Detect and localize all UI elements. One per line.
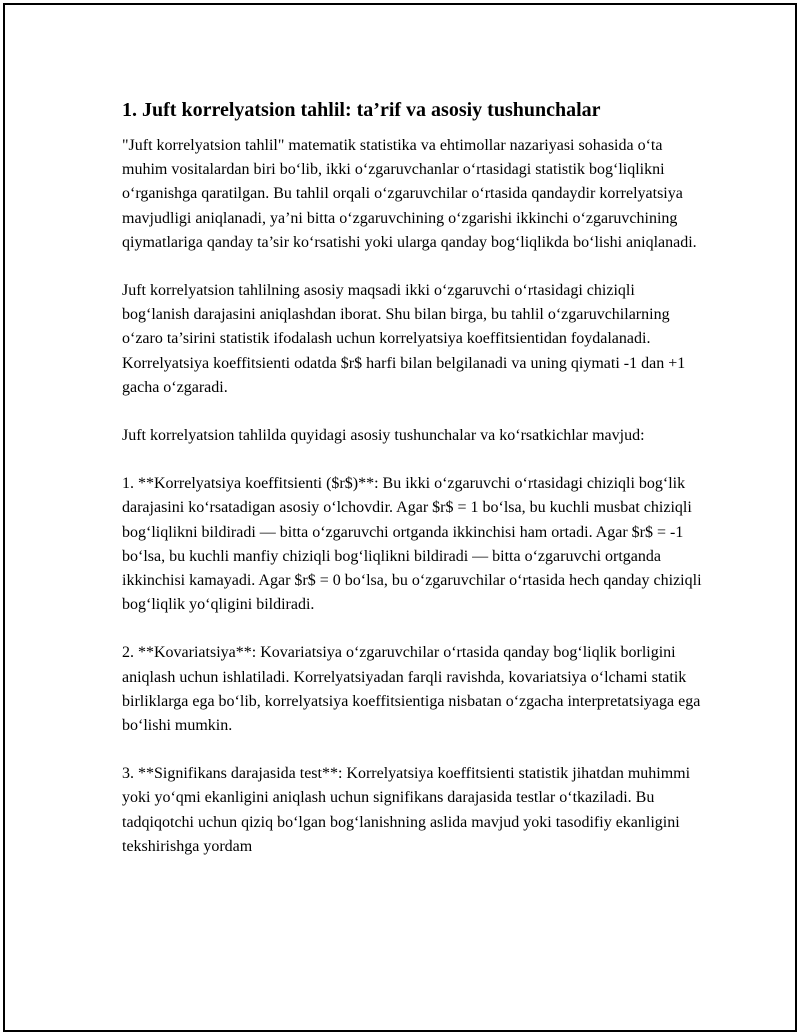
page-frame	[3, 3, 797, 1032]
paragraph-concepts-intro: Juft korrelyatsion tahlilda quyidagi asosiy tushunchalar va ko‘rsatkichlar mavjud:	[122, 427, 645, 445]
paragraph-item-correlation-coefficient: 1. **Korrelyatsiya koeffitsienti ($r$)**: Bu ikki o‘zgaruvchi o‘rtasidagi chiziqli bog‘lik darajasini ko‘rsatadigan asosiy o‘lchovdir. Agar $r$ = 1 bo‘lsa, bu kuchli musbat chiziqli bog‘liqlikni bildiradi — bitta o‘zgaruvchi ortganda ikkinchisi ham ortadi. Agar $r$ = -1 bo‘lsa, bu kuchli manfiy chiziqli bog‘liqlikni bildiradi — bitta o‘zgaruvchi ortganda ikkinchisi kamayadi. Agar $r$ = 0 bo‘lsa, bu o‘zgaruvchilar o‘rtasida hech qanday chiziqli bog‘liqlik yo‘qligini bildiradi.	[122, 475, 702, 614]
paragraph-intro: "Juft korrelyatsion tahlil" matematik statistika va ehtimollar nazariyasi sohasida o‘ta muhim vositalardan biri bo‘lib, ikki o‘zgaruvchanlar o‘rtasidagi statistik bog‘liqlikni o‘rganishga qaratilgan. Bu tahlil orqali o‘zgaruvchilar o‘rtasida qandaydir korrelyatsiya mavjudligi aniqlanadi, ya’ni bitta o‘zgaruvchining o‘zgarishi ikkinchi o‘zgaruvchining qiymatlariga qanday ta’sir ko‘rsatishi yoki ularga qanday bog‘liqlikda bo‘lishi aniqlanadi.	[122, 137, 697, 251]
paragraph-item-significance-test: 3. **Signifikans darajasida test**: Korrelyatsiya koeffitsienti statistik jihatdan muhimmi yoki yo‘qmi ekanligini aniqlash uchun signifikans darajasida testlar o‘tkaziladi. Bu tadqiqotchi uchun qiziq bo‘lgan bog‘lanishning aslida mavjud yoki tasodifiy ekanligini tekshirishga yordam	[122, 765, 691, 855]
document-body	[122, 97, 702, 883]
paragraph-item-covariance: 2. **Kovariatsiya**: Kovariatsiya o‘zgaruvchilar o‘rtasida qanday bog‘liqlik borligini aniqlash uchun ishlatiladi. Korrelyatsiyadan farqli ravishda, kovariatsiya o‘lchami statik birliklarga ega bo‘lib, korrelyatsiya koeffitsientiga nisbatan o‘zgacha interpretatsiyaga ega bo‘lishi mumkin.	[122, 644, 701, 735]
paragraph-purpose: Juft korrelyatsion tahlilning asosiy maqsadi ikki o‘zgaruvchi o‘rtasidagi chiziqli bog‘lanish darajasini aniqlashdan iborat. Shu bilan birga, bu tahlil o‘zgaruvchilarning o‘zaro ta’sirini statistik ifodalash uchun korrelyatsiya koeffitsientidan foydalanadi. Korrelyatsiya koeffitsienti odatda $r$ harfi bilan belgilanadi va uning qiymati -1 dan +1 gacha o‘zgaradi.	[122, 282, 686, 396]
section-heading: 1. Juft korrelyatsion tahlil: ta’rif va asosiy tushunchalar	[122, 99, 601, 121]
